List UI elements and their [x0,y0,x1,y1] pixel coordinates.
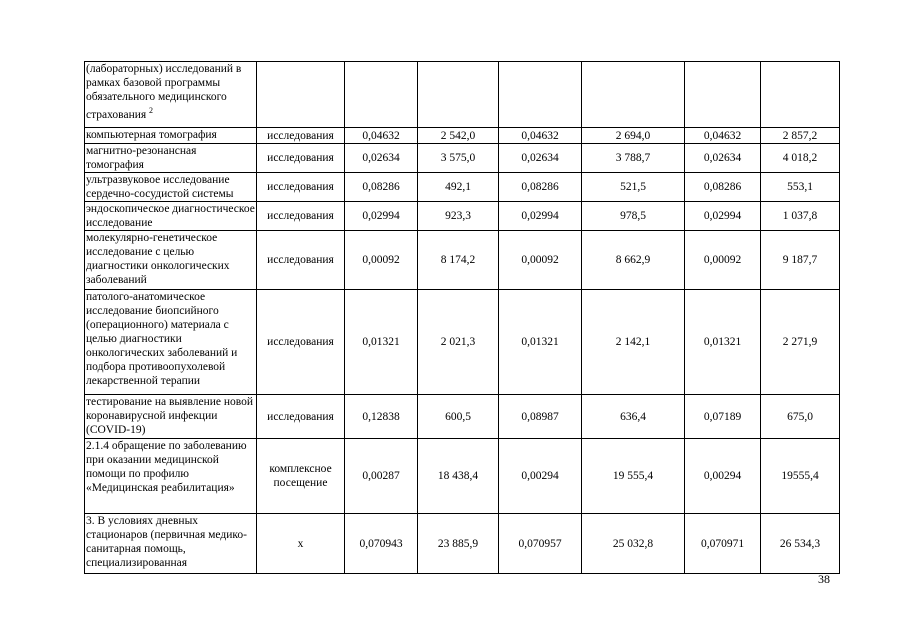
row-name-cell [85,128,257,144]
value-cell: 0,04632 [499,128,582,144]
value-cell: 0,02994 [499,202,582,231]
value-cell: 4 018,2 [761,144,840,173]
row-name-cell [85,202,257,231]
table-row [85,173,840,202]
row-name: 2.1.4 обращение по заболеванию при оказании медицинской помощи по профилю «Медицинская реабилитация» [86,440,247,494]
value-cell: 0,04632 [685,128,761,144]
value-cell: 923,3 [418,202,499,231]
value-cell [582,62,685,128]
data-table [84,61,840,574]
value-cell: 2 542,0 [418,128,499,144]
table-row [85,290,840,395]
value-cell: 978,5 [582,202,685,231]
row-name: эндоскопическое диагностическое исследование [86,203,255,229]
value-cell: 492,1 [418,173,499,202]
table-row [85,202,840,231]
table-row [85,514,840,574]
value-cell: 0,01321 [499,290,582,395]
value-cell: 0,08286 [345,173,418,202]
value-cell: 19 555,4 [582,439,685,514]
row-name: ультразвуковое исследование сердечно-сосудистой системы [86,174,234,200]
unit-cell: комплексное посещение [257,439,345,514]
value-cell: 2 021,3 [418,290,499,395]
value-cell: 26 534,3 [761,514,840,574]
value-cell: 600,5 [418,395,499,439]
footnote-marker: 2 [149,106,154,115]
value-cell: 0,08286 [499,173,582,202]
value-cell: 19555,4 [761,439,840,514]
value-cell: 553,1 [761,173,840,202]
value-cell: 8 174,2 [418,231,499,290]
value-cell: 0,00294 [499,439,582,514]
table-row [85,62,840,128]
value-cell: 2 857,2 [761,128,840,144]
table-row [85,395,840,439]
table-row [85,439,840,514]
value-cell: 0,01321 [345,290,418,395]
value-cell: 2 694,0 [582,128,685,144]
value-cell [345,62,418,128]
unit-cell: исследования [257,202,345,231]
row-name-cell [85,514,257,574]
unit-cell: исследования [257,395,345,439]
value-cell: 0,070971 [685,514,761,574]
row-name: молекулярно-генетическое исследование с целью диагностики онкологических заболеваний [86,232,230,286]
value-cell: 3 788,7 [582,144,685,173]
table-row [85,231,840,290]
table-body [85,62,840,574]
value-cell [685,62,761,128]
unit-cell: исследования [257,128,345,144]
row-name-cell [85,173,257,202]
table-row [85,144,840,173]
value-cell: 3 575,0 [418,144,499,173]
row-name: (лабораторных) исследований в рамках базовой программы обязательного медицинского страхования [86,63,242,121]
value-cell [499,62,582,128]
unit-cell: исследования [257,231,345,290]
value-cell: 521,5 [582,173,685,202]
value-cell: 9 187,7 [761,231,840,290]
unit-cell: исследования [257,144,345,173]
row-name: патолого-анатомическое исследование биопсийного (операционного) материала с целью диагностики онкологических заболеваний и подбора противоопухолевой лекарственной терапии [86,291,238,387]
row-name-cell [85,290,257,395]
value-cell: 0,070957 [499,514,582,574]
unit-cell [257,62,345,128]
value-cell: 25 032,8 [582,514,685,574]
value-cell: 0,12838 [345,395,418,439]
unit-cell: исследования [257,173,345,202]
unit-cell: x [257,514,345,574]
value-cell: 0,04632 [345,128,418,144]
row-name: магнитно-резонансная томография [86,145,197,171]
value-cell: 636,4 [582,395,685,439]
value-cell: 18 438,4 [418,439,499,514]
value-cell: 0,08286 [685,173,761,202]
value-cell: 0,01321 [685,290,761,395]
value-cell: 23 885,9 [418,514,499,574]
value-cell: 2 142,1 [582,290,685,395]
value-cell: 2 271,9 [761,290,840,395]
value-cell: 0,02634 [499,144,582,173]
unit-cell: исследования [257,290,345,395]
value-cell [418,62,499,128]
page-number: 38 [818,572,830,586]
value-cell: 0,070943 [345,514,418,574]
value-cell: 0,02634 [685,144,761,173]
value-cell: 1 037,8 [761,202,840,231]
value-cell: 8 662,9 [582,231,685,290]
value-cell: 0,00287 [345,439,418,514]
value-cell: 0,08987 [499,395,582,439]
row-name-cell [85,439,257,514]
row-name-cell [85,231,257,290]
row-name: компьютерная томография [86,129,217,141]
row-name-cell [85,144,257,173]
row-name: тестирование на выявление новой коронавирусной инфекции (COVID-19) [86,396,254,436]
row-name: 3. В условиях дневных стационаров (первичная медико-санитарная помощь, специализированная [86,515,247,569]
value-cell: 675,0 [761,395,840,439]
value-cell: 0,00092 [685,231,761,290]
value-cell: 0,07189 [685,395,761,439]
value-cell: 0,00092 [345,231,418,290]
value-cell: 0,00294 [685,439,761,514]
table-row [85,128,840,144]
value-cell: 0,02994 [685,202,761,231]
value-cell: 0,00092 [499,231,582,290]
value-cell [761,62,840,128]
value-cell: 0,02634 [345,144,418,173]
row-name-cell [85,395,257,439]
value-cell: 0,02994 [345,202,418,231]
row-name-cell [85,62,257,128]
